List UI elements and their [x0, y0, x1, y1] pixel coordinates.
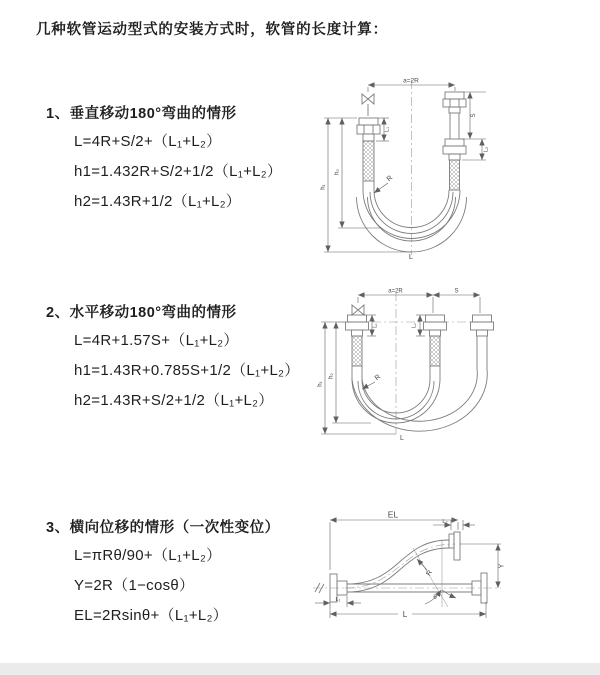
- dim-label-l2: L₂: [411, 323, 418, 328]
- section-1-heading: 1、垂直移动180°弯曲的情形: [46, 106, 237, 122]
- hose-centerline: [345, 544, 455, 588]
- dim-label-l2: L₂: [442, 519, 448, 525]
- formula-h2: h2=1.43R+1/2（L₁+L₂）: [74, 193, 242, 210]
- formula-h1: h1=1.432R+S/2+1/2（L₁+L₂）: [74, 163, 283, 180]
- dim-label-h1: h₁: [320, 184, 327, 190]
- dim-label-r: R: [385, 174, 395, 184]
- dim-label-l: L: [408, 252, 414, 261]
- formula-el: EL=2Rsinθ+（L₁+L₂）: [74, 607, 228, 624]
- section-3-heading: 3、横向位移的情形（一次性变位）: [46, 520, 280, 536]
- hose-assembly: [315, 532, 487, 603]
- formula-l: L=πRθ/90+（L₁+L₂）: [74, 547, 222, 564]
- dim-label-l2: L₂: [483, 146, 490, 153]
- dim-label-l: L: [402, 610, 408, 619]
- dim-label-el: EL: [387, 510, 399, 520]
- dim-label-theta: θ: [433, 594, 437, 601]
- page-title: 几种软管运动型式的安装方式时，软管的长度计算：: [36, 22, 388, 38]
- formula-h1: h1=1.43R+0.785S+1/2（L₁+L₂）: [74, 362, 300, 379]
- section-3: [46, 516, 280, 631]
- formula-l: L=4R+S/2+（L₁+L₂）: [74, 133, 222, 150]
- dim-label-l1: L₁: [384, 127, 391, 132]
- page-bottom-edge: [0, 663, 600, 675]
- valve-icon: [362, 94, 374, 116]
- dim-label-a2r: a=2R: [388, 288, 403, 295]
- section-1: [46, 102, 282, 217]
- dim-label-r: R: [373, 373, 383, 383]
- section-2: [46, 301, 300, 416]
- dim-label-h1: h₁: [317, 381, 324, 387]
- section-2-heading: 2、水平移动180°弯曲的情形: [46, 305, 237, 321]
- dim-label-s: S: [454, 288, 459, 295]
- formula-y: Y=2R（1−cosθ）: [74, 577, 195, 594]
- dim-label-l1: L₁: [335, 597, 341, 603]
- valve-icon: [352, 305, 364, 315]
- dim-label-h2: h₂: [334, 169, 341, 175]
- diagram-vertical-180-bend: [318, 72, 493, 262]
- diagram-lateral-displacement: [305, 510, 510, 640]
- hose-assembly: [346, 315, 494, 431]
- diagram-horizontal-180-bend: [316, 284, 496, 449]
- dim-label-y: Y: [498, 563, 506, 569]
- dim-label-s: S: [471, 113, 477, 118]
- dim-label-r: R: [425, 569, 434, 578]
- dimensions: [315, 520, 501, 618]
- formula-l: L=4R+1.57S+（L₁+L₂）: [74, 332, 239, 349]
- dim-label-l1: L₁: [372, 323, 379, 328]
- dim-label-h2: h₂: [328, 373, 335, 379]
- dim-label-a2r: a=2R: [403, 77, 419, 85]
- dim-label-l: L: [400, 435, 404, 442]
- formula-h2: h2=1.43R+S/2+1/2（L₁+L₂）: [74, 392, 274, 409]
